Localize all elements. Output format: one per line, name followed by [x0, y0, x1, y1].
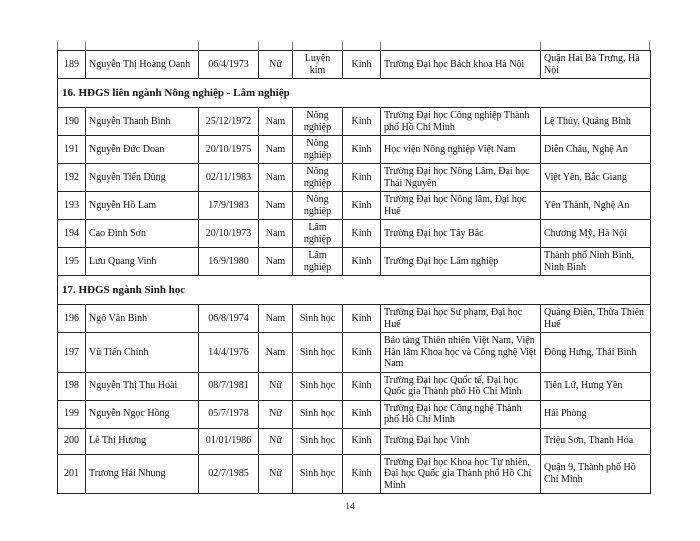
cell-gender: Nữ [259, 372, 293, 400]
cell-number: 199 [58, 400, 86, 428]
cell-dob: 08/7/1981 [199, 372, 259, 400]
cell-dob: 06/8/1974 [199, 305, 259, 333]
cell-hometown: Quảng Điền, Thừa Thiên Huế [541, 305, 651, 333]
cell-name: Nguyễn Thị Thu Hoài [86, 372, 199, 400]
cell-name: Trương Hải Nhung [86, 454, 199, 494]
cell-institution: Trường Đại học Tây Bắc [381, 220, 541, 248]
cell-name: Nguyễn Ngọc Hồng [86, 400, 199, 428]
cell-name: Vũ Tiến Chính [86, 333, 199, 373]
cell-number: 189 [58, 51, 86, 79]
cell-field: Nông nghiệp [293, 192, 343, 220]
cell-dob: 14/4/1976 [199, 333, 259, 373]
table-row [58, 51, 651, 79]
column-border-stub [198, 42, 199, 50]
cell-field: Sinh học [293, 454, 343, 494]
cell-field: Lâm nghiệp [293, 220, 343, 248]
cell-name: Nguyễn Thị Hoàng Oanh [86, 51, 199, 79]
cell-number: 193 [58, 192, 86, 220]
cell-institution: Trường Đại học Nông Lâm, Đại học Thái Nguyên [381, 164, 541, 192]
cell-name: Ngô Văn Bình [86, 305, 199, 333]
cell-institution: Trường Đại học Vinh [381, 428, 541, 454]
cell-institution: Trường Đại học Quốc tế, Đại học Quốc gia Thành phố Hồ Chí Minh [381, 372, 541, 400]
cell-gender: Nữ [259, 428, 293, 454]
cell-name: Nguyễn Đức Doan [86, 136, 199, 164]
cell-gender: Nam [259, 164, 293, 192]
cell-number: 198 [58, 372, 86, 400]
cell-field: Lâm nghiệp [293, 248, 343, 276]
cell-hometown: Quận Hai Bà Trưng, Hà Nội [541, 51, 651, 79]
cell-dob: 20/10/1975 [199, 136, 259, 164]
section-header-row [58, 276, 651, 305]
cell-institution: Trường Đại học Sư phạm, Đại học Huế [381, 305, 541, 333]
cell-gender: Nam [259, 220, 293, 248]
table-row [58, 220, 651, 248]
table-row [58, 454, 651, 494]
cell-field: Sinh học [293, 400, 343, 428]
table-row [58, 136, 651, 164]
cell-name: Cao Đình Sơn [86, 220, 199, 248]
cell-ethnicity: Kinh [343, 333, 381, 373]
table-row [58, 164, 651, 192]
cell-gender: Nam [259, 192, 293, 220]
cell-dob: 06/4/1973 [199, 51, 259, 79]
cell-dob: 25/12/1972 [199, 108, 259, 136]
table-row [58, 248, 651, 276]
cell-institution: Trường Đại học Nông lâm, Đại học Huế [381, 192, 541, 220]
cell-dob: 20/10/1973 [199, 220, 259, 248]
cell-number: 195 [58, 248, 86, 276]
cell-hometown: Hải Phòng [541, 400, 651, 428]
section-header-row [58, 79, 651, 108]
cell-hometown: Triệu Sơn, Thanh Hóa [541, 428, 651, 454]
cell-gender: Nam [259, 333, 293, 373]
column-border-stub [85, 42, 86, 50]
cell-gender: Nữ [259, 51, 293, 79]
cell-number: 201 [58, 454, 86, 494]
cell-hometown: Đông Hưng, Thái Bình [541, 333, 651, 373]
cell-gender: Nữ [259, 400, 293, 428]
cell-dob: 17/9/1983 [199, 192, 259, 220]
cell-dob: 01/01/1986 [199, 428, 259, 454]
cell-number: 200 [58, 428, 86, 454]
cell-ethnicity: Kinh [343, 108, 381, 136]
cell-gender: Nam [259, 305, 293, 333]
cell-hometown: Chương Mỹ, Hà Nội [541, 220, 651, 248]
table-row [58, 400, 651, 428]
cell-number: 190 [58, 108, 86, 136]
cell-institution: Trường Đại học Lâm nghiệp [381, 248, 541, 276]
cell-gender: Nữ [259, 454, 293, 494]
cell-hometown: Thành phố Ninh Bình, Ninh Bình [541, 248, 651, 276]
cell-dob: 02/7/1985 [199, 454, 259, 494]
cell-field: Sinh học [293, 305, 343, 333]
cell-name: Nguyễn Thanh Bình [86, 108, 199, 136]
cell-ethnicity: Kinh [343, 372, 381, 400]
column-border-stub [342, 42, 343, 50]
cell-field: Luyện kim [293, 51, 343, 79]
table-row [58, 428, 651, 454]
cell-hometown: Lệ Thủy, Quảng Bình [541, 108, 651, 136]
cell-ethnicity: Kinh [343, 164, 381, 192]
cell-ethnicity: Kinh [343, 400, 381, 428]
cell-number: 194 [58, 220, 86, 248]
cell-name: Lê Thị Hương [86, 428, 199, 454]
column-border-stub [380, 42, 381, 50]
cell-number: 196 [58, 305, 86, 333]
cell-number: 191 [58, 136, 86, 164]
cell-name: Nguyễn Tiến Dũng [86, 164, 199, 192]
cell-dob: 05/7/1978 [199, 400, 259, 428]
cell-field: Nông nghiệp [293, 164, 343, 192]
cell-hometown: Quận 9, Thành phố Hồ Chí Minh [541, 454, 651, 494]
cell-institution: Trường Đại học Khoa học Tự nhiên, Đại học Quốc gia Thành phố Hồ Chí Minh [381, 454, 541, 494]
cell-ethnicity: Kinh [343, 51, 381, 79]
table-row [58, 333, 651, 373]
column-border-stub [540, 42, 541, 50]
cell-name: Lưu Quang Vinh [86, 248, 199, 276]
column-border-stub [57, 42, 58, 50]
cell-field: Sinh học [293, 372, 343, 400]
cell-ethnicity: Kinh [343, 248, 381, 276]
cell-institution: Trường Đại học Công nghệ Thành phố Hồ Chí Minh [381, 400, 541, 428]
cell-field: Sinh học [293, 428, 343, 454]
column-border-stub [258, 42, 259, 50]
cell-institution: Trường Đại học Bách khoa Hà Nội [381, 51, 541, 79]
cell-number: 197 [58, 333, 86, 373]
cell-ethnicity: Kinh [343, 305, 381, 333]
table-row [58, 108, 651, 136]
cell-gender: Nam [259, 248, 293, 276]
cell-ethnicity: Kinh [343, 220, 381, 248]
cell-name: Nguyễn Hồ Lam [86, 192, 199, 220]
cell-ethnicity: Kinh [343, 454, 381, 494]
cell-hometown: Diễn Châu, Nghệ An [541, 136, 651, 164]
cell-hometown: Việt Yên, Bắc Giang [541, 164, 651, 192]
table-row [58, 192, 651, 220]
cell-ethnicity: Kinh [343, 192, 381, 220]
cell-gender: Nam [259, 108, 293, 136]
cell-hometown: Yên Thành, Nghệ An [541, 192, 651, 220]
column-border-stub [292, 42, 293, 50]
page-number: 14 [345, 502, 355, 512]
cell-hometown: Tiên Lữ, Hưng Yên [541, 372, 651, 400]
column-border-stub [649, 42, 650, 50]
cell-field: Nông nghiệp [293, 136, 343, 164]
cell-number: 192 [58, 164, 86, 192]
candidates-table [57, 50, 651, 494]
table-row [58, 305, 651, 333]
cell-ethnicity: Kinh [343, 428, 381, 454]
cell-institution: Bảo tàng Thiên nhiên Việt Nam, Viện Hàn lâm Khoa học và Công nghệ Việt Nam [381, 333, 541, 373]
cell-institution: Học viện Nông nghiệp Việt Nam [381, 136, 541, 164]
section-header-label: 16. HĐGS liên ngành Nông nghiệp - Lâm nghiệp [58, 79, 651, 108]
section-header-label: 17. HĐGS ngành Sinh học [58, 276, 651, 305]
cell-dob: 16/9/1980 [199, 248, 259, 276]
cell-field: Sinh học [293, 333, 343, 373]
table-row [58, 372, 651, 400]
cell-institution: Trường Đại học Công nghiệp Thành phố Hồ Chí Minh [381, 108, 541, 136]
cell-field: Nông nghiệp [293, 108, 343, 136]
cell-dob: 02/11/1983 [199, 164, 259, 192]
cell-ethnicity: Kinh [343, 136, 381, 164]
cell-gender: Nam [259, 136, 293, 164]
